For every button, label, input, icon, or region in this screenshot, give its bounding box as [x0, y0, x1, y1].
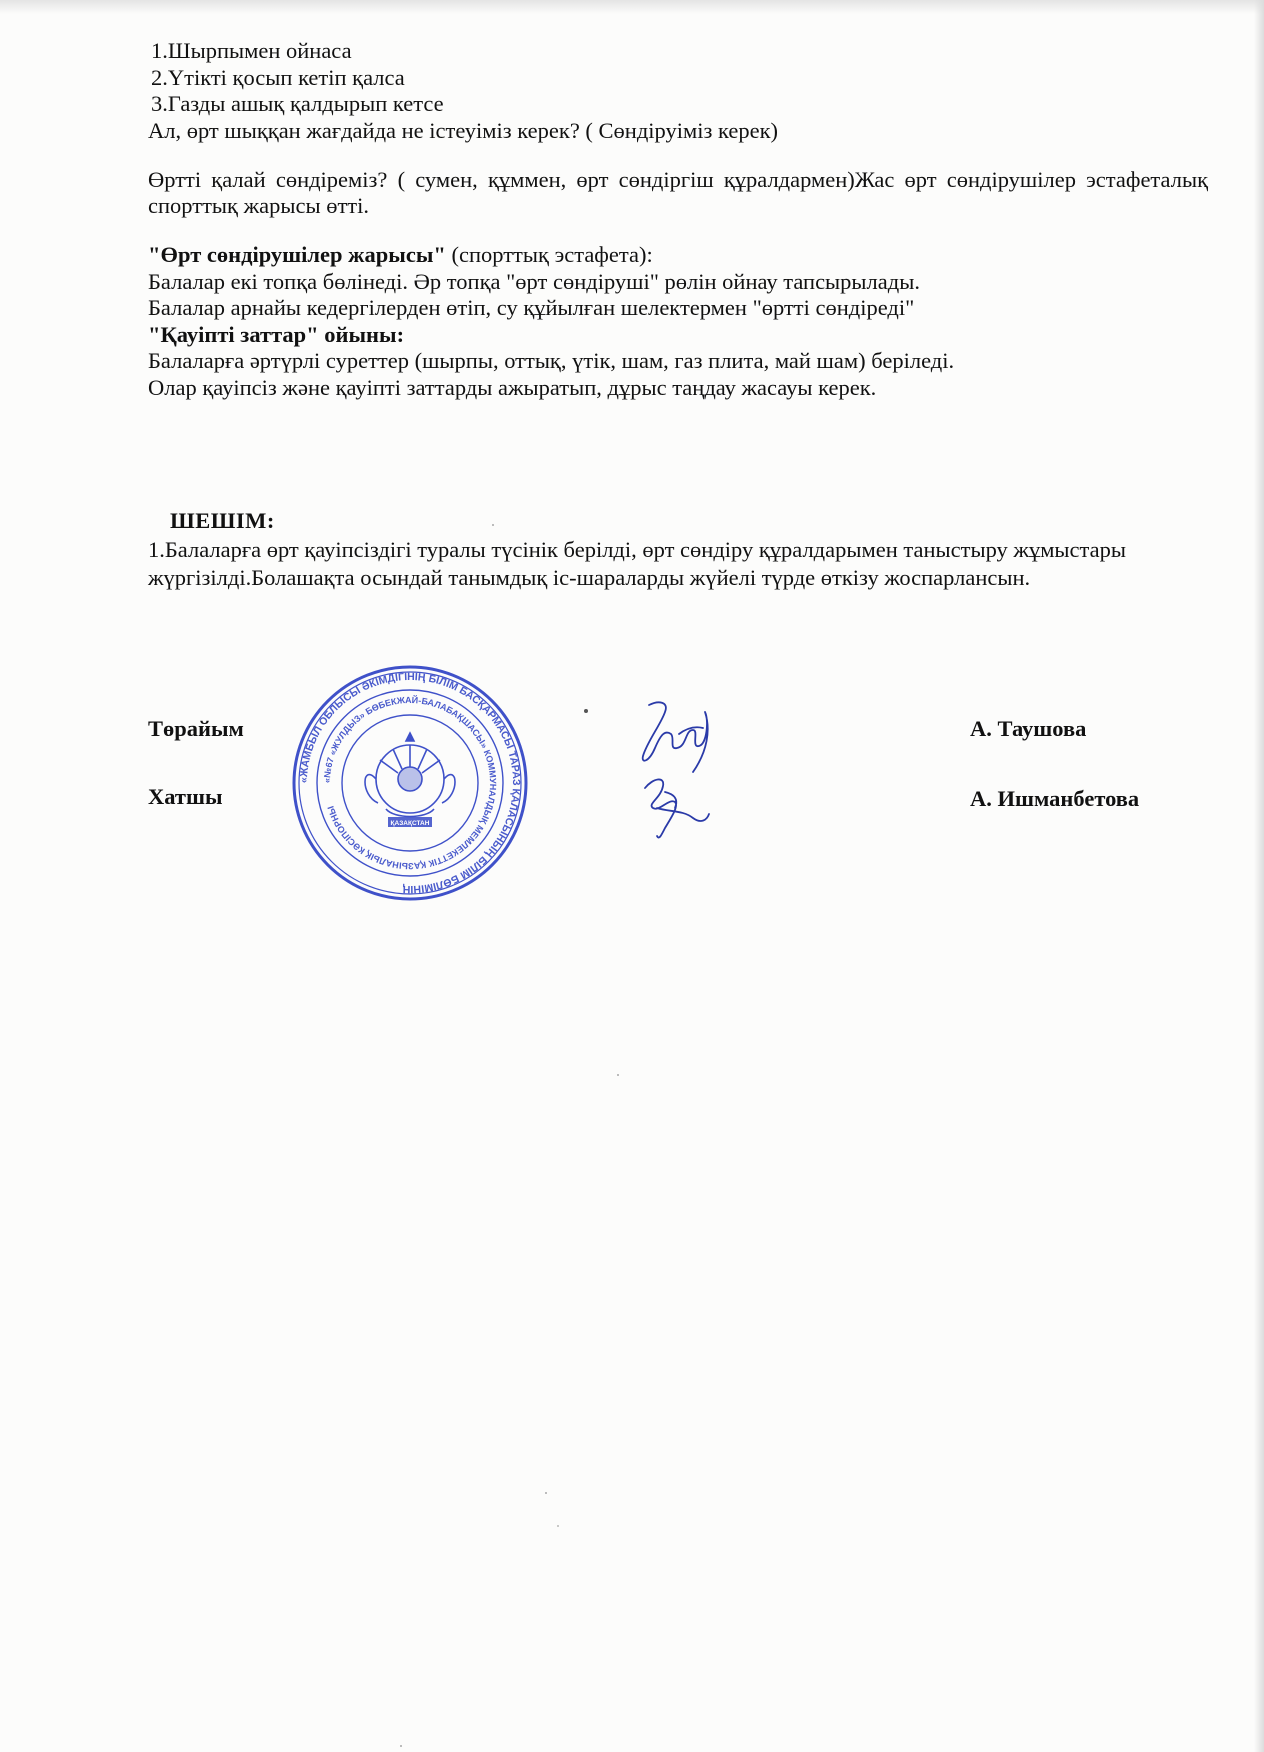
scan-speck	[584, 709, 588, 713]
game-2-line: Олар қауіпсіз және қауіпті заттарды ажыратып, дұрыс таңдау жасауы керек.	[148, 374, 877, 400]
decision-heading: ШЕШІМ:	[170, 508, 275, 533]
scan-speck	[400, 1745, 402, 1747]
seal-inner-text: «№67 «ЖУЛДЫЗ» БӨБЕКЖАЙ-БАЛАБАҚШАСЫ» КОММУНАЛДЫҚ МЕМЛЕКЕТТІК ҚАЗЫНАЛЫҚ КӘСІПОРНЫ	[321, 694, 499, 872]
scan-speck	[557, 1525, 559, 1527]
secretary-label: Хатшы	[148, 784, 223, 809]
chair-name: А. Таушова	[970, 716, 1087, 741]
seal-center-text: ҚАЗАҚСТАН	[390, 820, 430, 827]
document-body	[148, 38, 1208, 401]
secretary-name: А. Ишманбетова	[970, 786, 1140, 811]
official-seal	[290, 663, 530, 903]
list-item: 1.Шырпымен ойнаса	[151, 38, 352, 63]
question-paragraph: Өртті қалай сөндіреміз? ( сумен, құммен, өрт сөндіргіш құралдармен)Жас өрт сөндірушілер эстафеталық спорттық жарысы өтті.	[148, 166, 1208, 218]
game-1-subtitle: (спорттық эстафета):	[445, 242, 653, 267]
list-item: 3.Газды ашық қалдырып кетсе	[151, 91, 444, 116]
scan-speck	[492, 524, 494, 526]
chair-label: Төрайым	[148, 716, 244, 741]
secretary-signature	[635, 768, 715, 843]
game-1-line: Балалар екі топқа бөлінеді. Әр топқа "өрт сөндіруші" рөлін ойнау тапсырылады.	[148, 268, 920, 294]
game-2-title: "Қауіпті заттар" ойыны:	[148, 321, 405, 347]
list-item: 2.Үтікті қосып кетіп қалса	[151, 64, 405, 90]
scan-shadow-top	[0, 0, 1264, 14]
game-1-heading	[148, 242, 1208, 269]
game-1-line: Балалар арнайы кедергілерден өтіп, су құйылған шелектермен "өртті сөндіреді"	[148, 295, 915, 320]
scan-speck	[545, 1492, 547, 1494]
decision-text: 1.Балаларға өрт қауіпсіздігі туралы түсінік берілді, өрт сөндіру құралдарымен таныстыру жұмыстары жүргізілді.Болашақта осындай танымдық іс-шараларды жүйелі түрде өткізу жоспарлансын.	[148, 537, 1126, 590]
question-line: Ал, өрт шыққан жағдайда не істеуіміз керек? ( Сөндіруіміз керек)	[148, 117, 779, 143]
seal-outer-text: «ЖАМБЫЛ ОБЛЫСЫ ӘКІМДІГІНІҢ БІЛІМ БАСҚАРМАСЫ ТАРАЗ ҚАЛАСЫНЫҢ БІЛІМ БӨЛІМІНІҢ	[297, 670, 523, 896]
game-2-line: Балаларға әртүрлі суреттер (шырпы, оттық, үтік, шам, газ плита, май шам) беріледі.	[148, 348, 955, 373]
scan-shadow-right	[1254, 0, 1264, 1752]
emblem-icon	[365, 733, 455, 817]
game-1-title: "Өрт сөндірушілер жарысы"	[148, 242, 446, 267]
scan-speck	[617, 1074, 619, 1076]
